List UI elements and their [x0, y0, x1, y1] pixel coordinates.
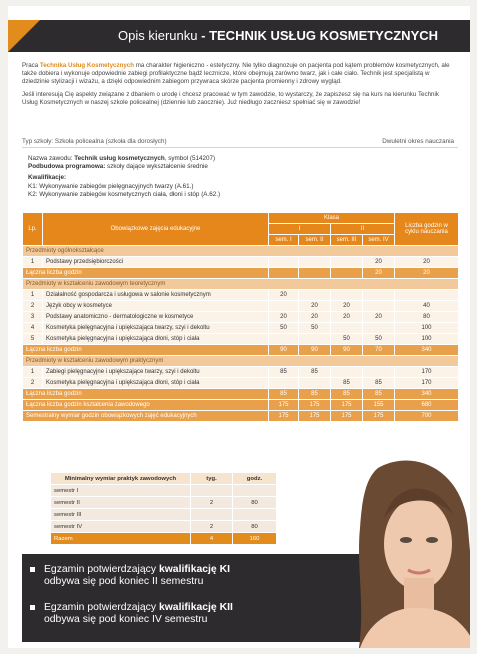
cell	[269, 257, 299, 268]
table-row	[23, 367, 459, 378]
table-row	[23, 334, 459, 345]
cell	[233, 509, 277, 521]
cell: 1	[23, 367, 43, 378]
profession-name	[28, 155, 458, 163]
cell: 2	[191, 497, 233, 509]
practice-header-hours: godz.	[233, 473, 277, 485]
intro-paragraph-2: Jeśli interesują Cię aspekty związane z dbaniem o urodę i chcesz pracować w tym zawodzie, to wystarczy, że zapiszesz się na kurs na kierunku Technik Usług Kosmetycznych w naszej szkole policealnej (dziennie lub zaocznie). Już niedługo zaczniesz spełniać się w zawodzie!	[22, 90, 439, 106]
cell	[191, 509, 233, 521]
cell	[269, 301, 299, 312]
header-subject: Obowiązkowe zajęcia edukacyjne	[43, 213, 269, 246]
cell: semestr IV	[51, 521, 191, 533]
table-row	[23, 323, 459, 334]
cell: 2	[23, 301, 43, 312]
intro-highlight: Technika Usług Kosmetycznych	[39, 62, 134, 69]
table-row	[23, 378, 459, 389]
exam-info-2	[44, 602, 344, 626]
page	[8, 6, 470, 648]
exam-2-text: Egzamin potwierdzający	[44, 602, 159, 613]
header-bar	[8, 20, 470, 52]
cell	[269, 334, 299, 345]
section-practice: Przedmioty w kształceniu zawodowym praktycznym	[23, 356, 459, 367]
cell	[331, 290, 363, 301]
cell	[299, 290, 331, 301]
cell: 100	[395, 323, 459, 334]
table-row	[23, 257, 459, 268]
table-row	[51, 485, 277, 497]
cell: 85	[269, 389, 299, 400]
intro-p1-start: Praca	[22, 62, 40, 69]
cell: 20	[363, 312, 395, 323]
exam-2-qualification: kwalifikację KII	[158, 602, 233, 613]
cell: 50	[299, 323, 331, 334]
cell: 40	[395, 301, 459, 312]
cell	[191, 485, 233, 497]
cell: 5	[23, 334, 43, 345]
header-accent	[8, 20, 40, 52]
table-row	[51, 497, 277, 509]
cell	[331, 257, 363, 268]
exam-1-text: Egzamin potwierdzający	[44, 564, 159, 575]
cell: 20	[395, 257, 459, 268]
cell: Kosmetyka pielęgnacyjna i upiększająca dłoni, stóp i ciała	[43, 378, 269, 389]
cell: Kosmetyka pielęgnacyjna i upiększająca twarzy, szyi i dekoltu	[43, 323, 269, 334]
table-row	[23, 290, 459, 301]
cell: 4	[191, 533, 233, 545]
cell: 155	[363, 400, 395, 411]
sum-row	[23, 268, 459, 279]
name-value: Technik usług kosmetycznych	[72, 155, 165, 162]
cell: 85	[269, 367, 299, 378]
curriculum-table	[22, 212, 459, 422]
name-label: Nazwa zawodu:	[28, 155, 73, 162]
header-klasa: Klasa	[269, 213, 395, 224]
section-theory: Przedmioty w kształceniu zawodowym teoretycznym	[23, 279, 459, 290]
profession-meta	[28, 155, 458, 199]
header-lp: Lp.	[23, 213, 43, 246]
school-type-line	[22, 138, 458, 148]
cell	[331, 367, 363, 378]
school-duration: Dwuletni okres nauczania	[382, 138, 454, 145]
cell	[233, 485, 277, 497]
cell: 85	[363, 389, 395, 400]
cell: 340	[395, 389, 459, 400]
cell: 20	[269, 290, 299, 301]
cell: Podstawy przedsiębiorczości	[43, 257, 269, 268]
cell	[395, 290, 459, 301]
header-sem-2: sem. II	[299, 235, 331, 246]
section-general: Przedmioty ogólnokształcące	[23, 246, 459, 257]
cell: 175	[269, 411, 299, 422]
cell: 85	[331, 378, 363, 389]
cell	[299, 378, 331, 389]
cell: 85	[299, 389, 331, 400]
exam-2-timing: odbywa się pod koniec IV semestru	[44, 614, 208, 625]
cell: Podstawy anatomiczno - dermatologiczne w kosmetyce	[43, 312, 269, 323]
header-sem-1: sem. I	[269, 235, 299, 246]
cell: 170	[395, 367, 459, 378]
cell: Łączna liczba godzin	[23, 389, 269, 400]
cell	[299, 257, 331, 268]
header-class-1: I	[269, 224, 331, 235]
qualification-k2: K2: Wykonywanie zabiegów kosmetycznych ciała, dłoni i stóp (A.62.)	[28, 190, 221, 198]
cell: Łączna liczba godzin kształcenia zawodowego	[23, 400, 269, 411]
cell: 175	[331, 400, 363, 411]
cell: 175	[269, 400, 299, 411]
title-prefix: Opis kierunku	[118, 28, 198, 43]
cell: Łączna liczba godzin	[23, 345, 269, 356]
cell: 20	[269, 312, 299, 323]
table-row	[51, 509, 277, 521]
cell: 80	[233, 497, 277, 509]
sum-row	[23, 411, 459, 422]
cell: 90	[299, 345, 331, 356]
cell	[299, 334, 331, 345]
sum-row	[23, 400, 459, 411]
exam-info-1	[44, 564, 344, 588]
cell	[299, 268, 331, 279]
cell: Kosmetyka pielęgnacyjna i upiększająca dłoni, stóp i ciała	[43, 334, 269, 345]
cell: 100	[395, 334, 459, 345]
header-sem-3: sem. III	[331, 235, 363, 246]
cell	[363, 301, 395, 312]
cell: 175	[299, 411, 331, 422]
exam-1-qualification: kwalifikację KI	[158, 564, 230, 575]
bullet-icon	[30, 605, 35, 610]
name-symbol: , symbol (514207)	[164, 155, 216, 162]
cell: 50	[269, 323, 299, 334]
intro-text	[22, 62, 456, 111]
cell: Język obcy w kosmetyce	[43, 301, 269, 312]
intro-paragraph-1	[22, 62, 456, 87]
cell: 80	[395, 312, 459, 323]
cell: 20	[299, 301, 331, 312]
qualifications-label: Kwalifikacje:	[28, 174, 67, 182]
cell: semestr II	[51, 497, 191, 509]
cell: semestr I	[51, 485, 191, 497]
cell: 680	[395, 400, 459, 411]
cell: 20	[363, 268, 395, 279]
intro-p1-rest: ma charakter higieniczno - estetyczny. Nie tylko diagnozuje on pacjenta pod kątem problemów kosmetycznych, ale także dobiera i wykonuje odpowiednie zabiegi profilaktyczne bądź lecznicze, które obejmują zarówno twarz, jak i całe ciało. Technik jest specjalistą w dziedzinie stylizacji i wizażu, a dzięki odpowiednim zabiegom przywraca skórze pacjenta promienny i zdrowy wygląd.	[22, 62, 450, 86]
cell: 85	[299, 367, 331, 378]
cell: 85	[331, 389, 363, 400]
cell: 700	[395, 411, 459, 422]
cell: 90	[269, 345, 299, 356]
cell	[331, 268, 363, 279]
cell: 20	[331, 301, 363, 312]
cell	[363, 367, 395, 378]
header-total: Liczba godzin w cyklu nauczania	[395, 213, 459, 246]
cell: 340	[395, 345, 459, 356]
cell: 1	[23, 257, 43, 268]
cell: 20	[331, 312, 363, 323]
cell	[363, 323, 395, 334]
cell: Łączna liczba godzin	[23, 268, 269, 279]
sum-row	[23, 345, 459, 356]
title-main: TECHNIK USŁUG KOSMETYCZNYCH	[209, 28, 439, 43]
practice-table	[50, 472, 277, 545]
qualification-k1: K1: Wykonywanie zabiegów pielęgnacyjnych twarzy (A.61.)	[28, 182, 194, 190]
base-value: szkoły dające wykształcenie średnie	[105, 163, 208, 171]
cell	[269, 268, 299, 279]
cell: 2	[23, 378, 43, 389]
cell: 160	[233, 533, 277, 545]
cell: 80	[233, 521, 277, 533]
practice-header-weeks: tyg.	[191, 473, 233, 485]
table-row	[51, 521, 277, 533]
header-sem-4: sem. IV	[363, 235, 395, 246]
cell: 20	[363, 257, 395, 268]
base-label: Podbudowa programowa:	[28, 163, 106, 171]
cell: 85	[363, 378, 395, 389]
cell: 50	[363, 334, 395, 345]
cell: 50	[331, 334, 363, 345]
cell: 175	[363, 411, 395, 422]
practice-header-title: Minimalny wymiar praktyk zawodowych	[51, 473, 191, 485]
cell: 175	[331, 411, 363, 422]
bullet-icon	[30, 567, 35, 572]
cell	[331, 323, 363, 334]
school-type: Typ szkoły: Szkoła policealna (szkoła dla dorosłych)	[22, 138, 167, 145]
cell: 170	[395, 378, 459, 389]
cell: Działalność gospodarcza i usługowa w salonie kosmetycznym	[43, 290, 269, 301]
cell: 20	[299, 312, 331, 323]
cell	[269, 378, 299, 389]
practice-total-row	[51, 533, 277, 545]
table-row	[23, 301, 459, 312]
table-row	[23, 312, 459, 323]
cell: 90	[331, 345, 363, 356]
program-base	[28, 163, 458, 171]
cell: 2	[191, 521, 233, 533]
exam-1-timing: odbywa się pod koniec II semestru	[44, 576, 204, 587]
cell: 70	[363, 345, 395, 356]
cell: semestr III	[51, 509, 191, 521]
cell: Razem	[51, 533, 191, 545]
cell: 4	[23, 323, 43, 334]
cell: Semestralny wymiar godzin obowiązkowych zajęć edukacyjnych	[23, 411, 269, 422]
cell: 175	[299, 400, 331, 411]
sum-row	[23, 389, 459, 400]
portrait-image	[338, 458, 470, 648]
cell	[363, 290, 395, 301]
page-title: Opis kierunku - TECHNIK USŁUG KOSMETYCZNYCH	[118, 28, 439, 43]
cell: 3	[23, 312, 43, 323]
cell: 20	[395, 268, 459, 279]
cell: 1	[23, 290, 43, 301]
header-class-2: II	[331, 224, 395, 235]
cell: Zabiegi pielęgnacyjne i upiększające twarzy, szyi i dekoltu	[43, 367, 269, 378]
